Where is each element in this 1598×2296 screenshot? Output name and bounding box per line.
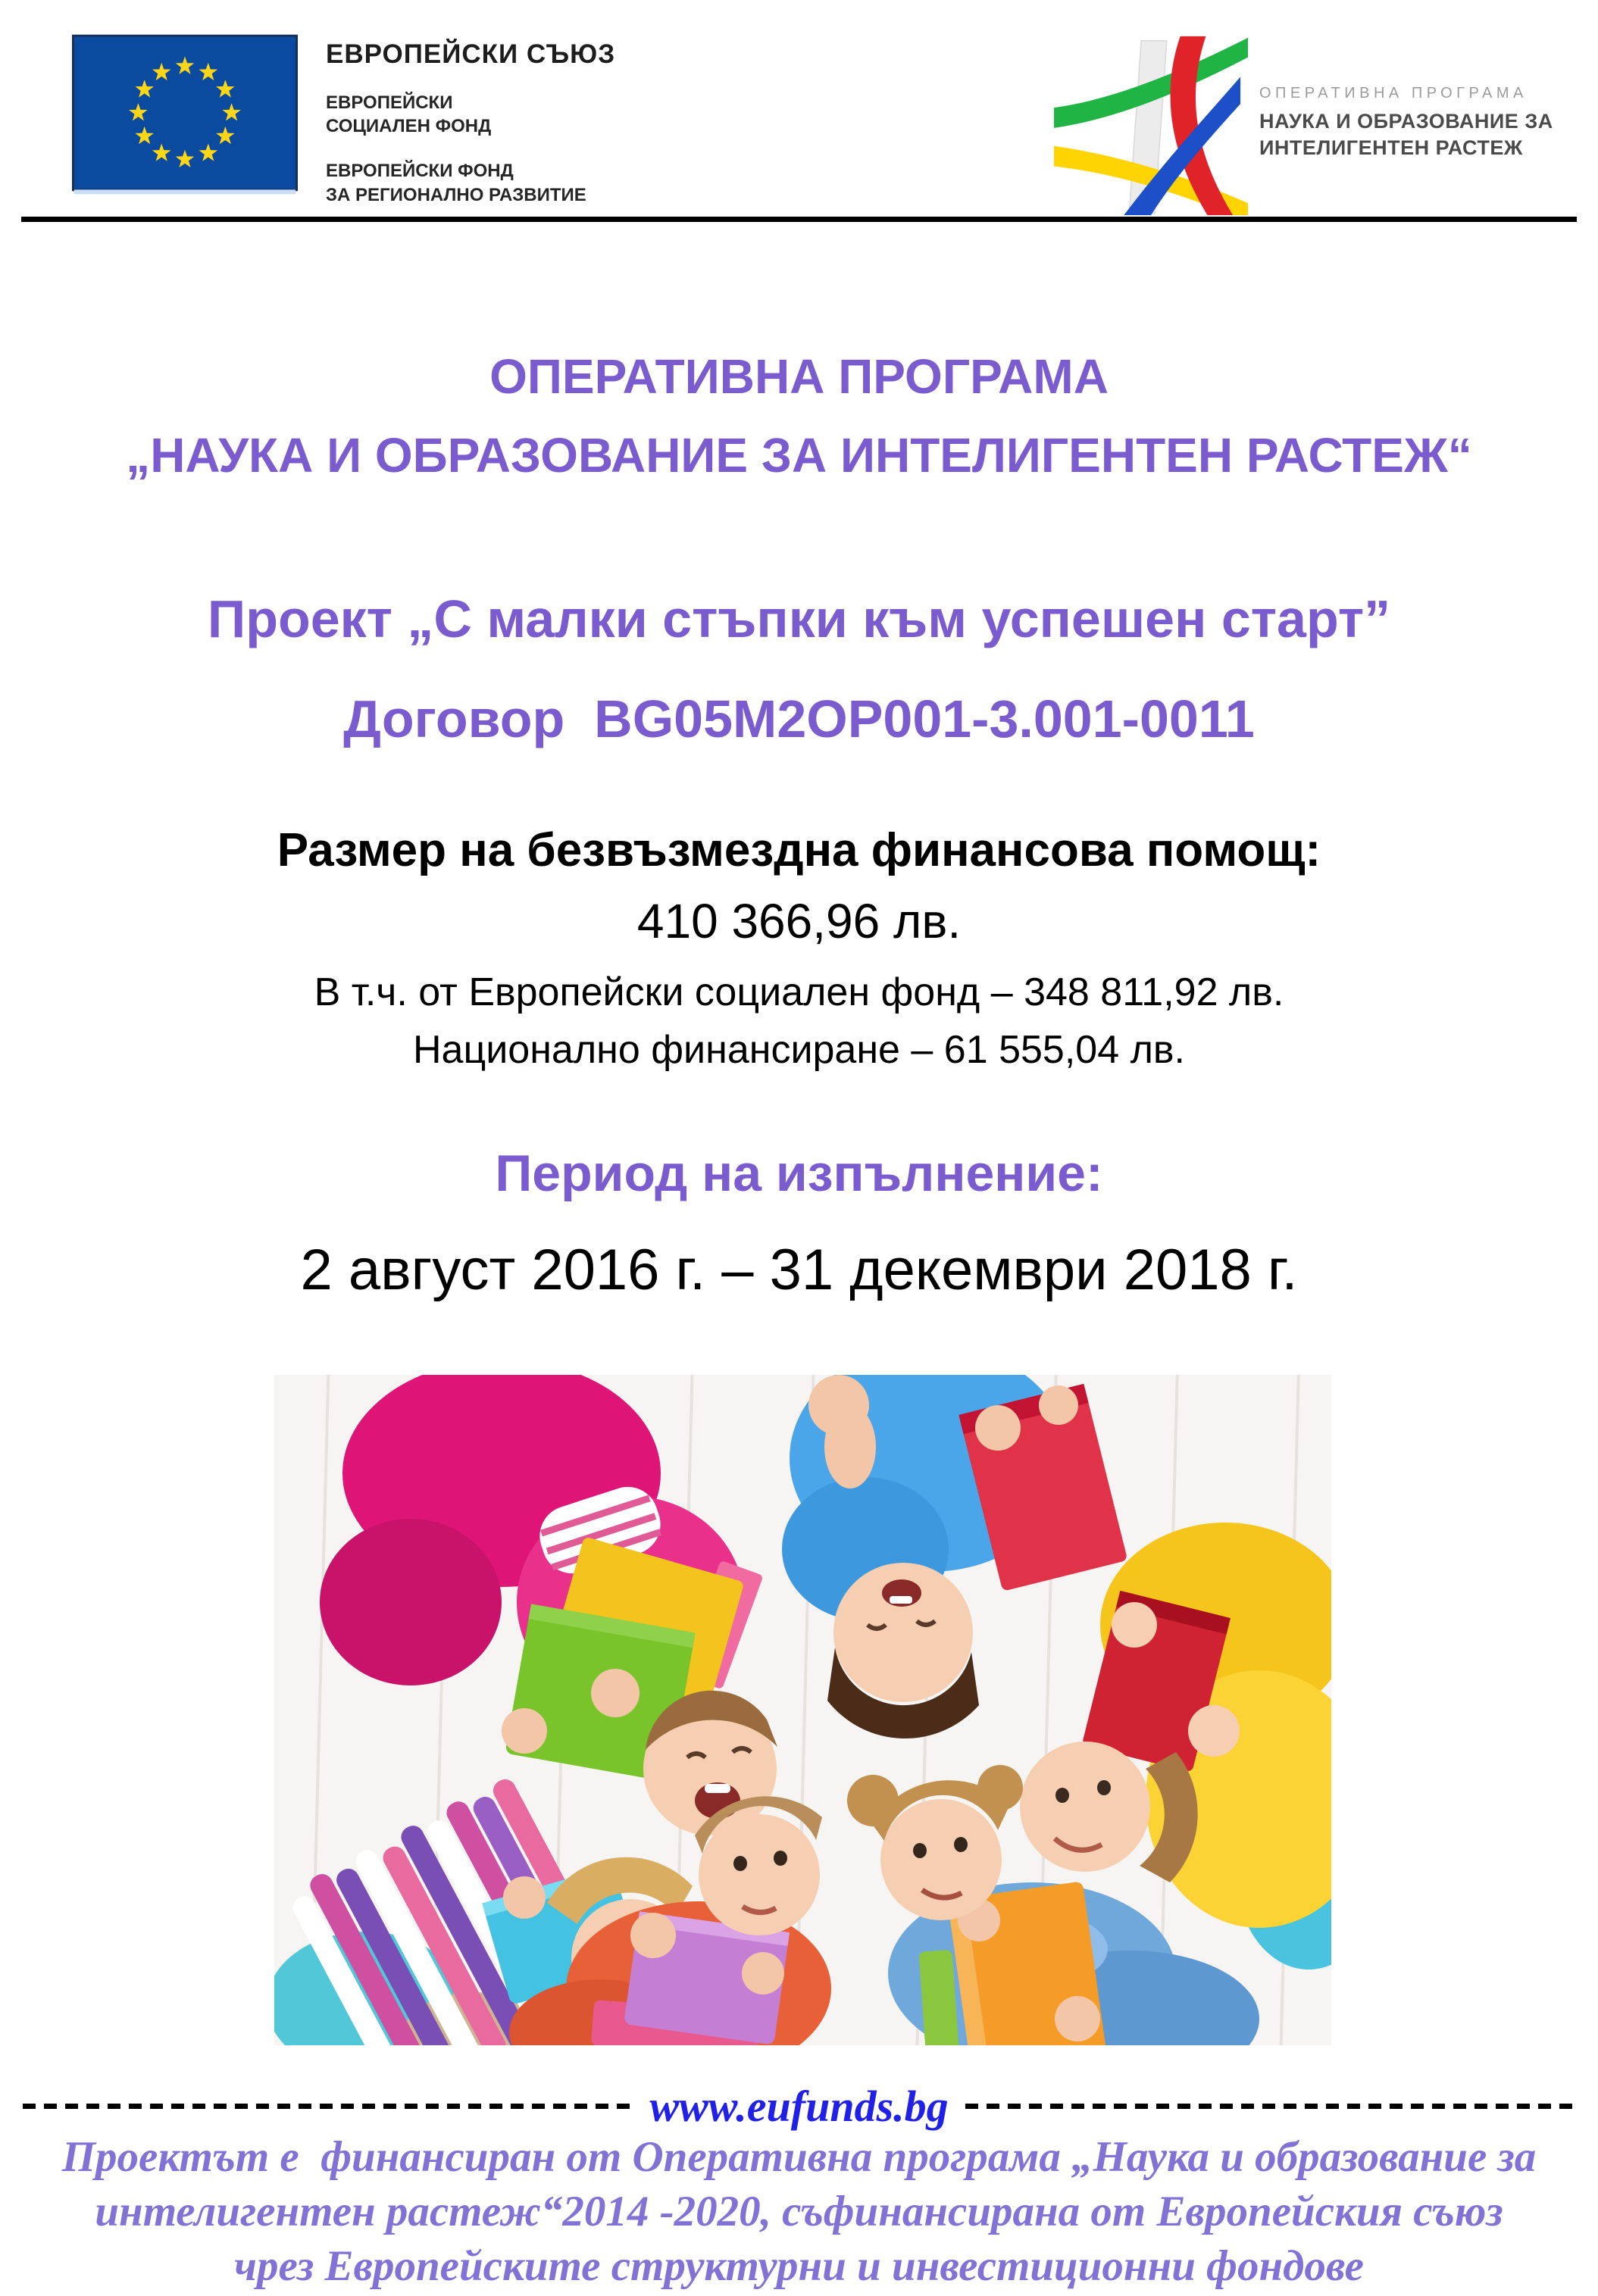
eufunds-link[interactable]: www.eufunds.bg xyxy=(649,2081,949,2131)
funding-statement xyxy=(42,2130,1556,2293)
grant-heading: Размер на безвъзмездна финансова помощ: xyxy=(277,824,1321,876)
period-section xyxy=(0,1145,1598,1302)
grant-section xyxy=(0,824,1598,1072)
period-dates: 2 август 2016 г. – 31 декември 2018 г. xyxy=(300,1238,1298,1302)
op-kicker-label: ОПЕРАТИВНА ПРОГРАМА xyxy=(1259,85,1528,102)
children-photo xyxy=(274,1375,1331,2045)
esf-label: ЕВРОПЕЙСКИ СОЦИАЛЕН ФОНД xyxy=(326,92,492,137)
funding-statement-line3: чрез Европейските структурни и инвестиционни фондове xyxy=(234,2241,1364,2290)
grant-amount: 410 366,96 лв. xyxy=(636,894,962,948)
period-heading: Период на изпълнение: xyxy=(495,1145,1103,1202)
funding-statement-line2: интелигентен растеж“2014 -2020, съфинансирана от Европейския съюз xyxy=(95,2187,1503,2235)
project-name: Проект „С малки стъпки към успешен старт” xyxy=(207,589,1391,648)
op-logo-text xyxy=(1259,85,1553,161)
contract-number: Договор BG05M2OP001-3.001-0011 xyxy=(343,689,1255,748)
grant-national-line: Национално финансиране – 61 555,04 лв. xyxy=(412,1028,1185,1072)
op-name-label: НАУКА И ОБРАЗОВАНИЕ ЗА ИНТЕЛИГЕНТЕН РАСТЕЖ xyxy=(1259,110,1553,160)
footer-dashes-right xyxy=(965,2104,1575,2109)
header-divider xyxy=(21,217,1577,222)
grant-esf-line: В т.ч. от Европейски социален фонд – 348 811,92 лв. xyxy=(314,970,1284,1014)
eu-union-label: ЕВРОПЕЙСКИ СЪЮЗ xyxy=(326,39,616,69)
funding-statement-line1: Проектът е финансиран от Оперативна програма „Наука и образование за xyxy=(61,2133,1537,2181)
eu-flag-icon xyxy=(72,34,298,195)
eu-funds-text xyxy=(326,39,615,207)
footer-divider-row xyxy=(23,2082,1575,2130)
footer-dashes-left xyxy=(23,2104,633,2109)
programme-title-line1: ОПЕРАТИВНА ПРОГРАМА xyxy=(489,349,1109,404)
project-heading xyxy=(0,589,1598,748)
op-ribbon-logo-icon xyxy=(1049,27,1256,215)
programme-title-line2: „НАУКА И ОБРАЗОВАНИЕ ЗА ИНТЕЛИГЕНТЕН РАСТЕЖ“ xyxy=(126,428,1472,483)
erdf-label: ЕВРОПЕЙСКИ ФОНД ЗА РЕГИОНАЛНО РАЗВИТИЕ xyxy=(326,161,586,205)
programme-title xyxy=(0,349,1598,483)
